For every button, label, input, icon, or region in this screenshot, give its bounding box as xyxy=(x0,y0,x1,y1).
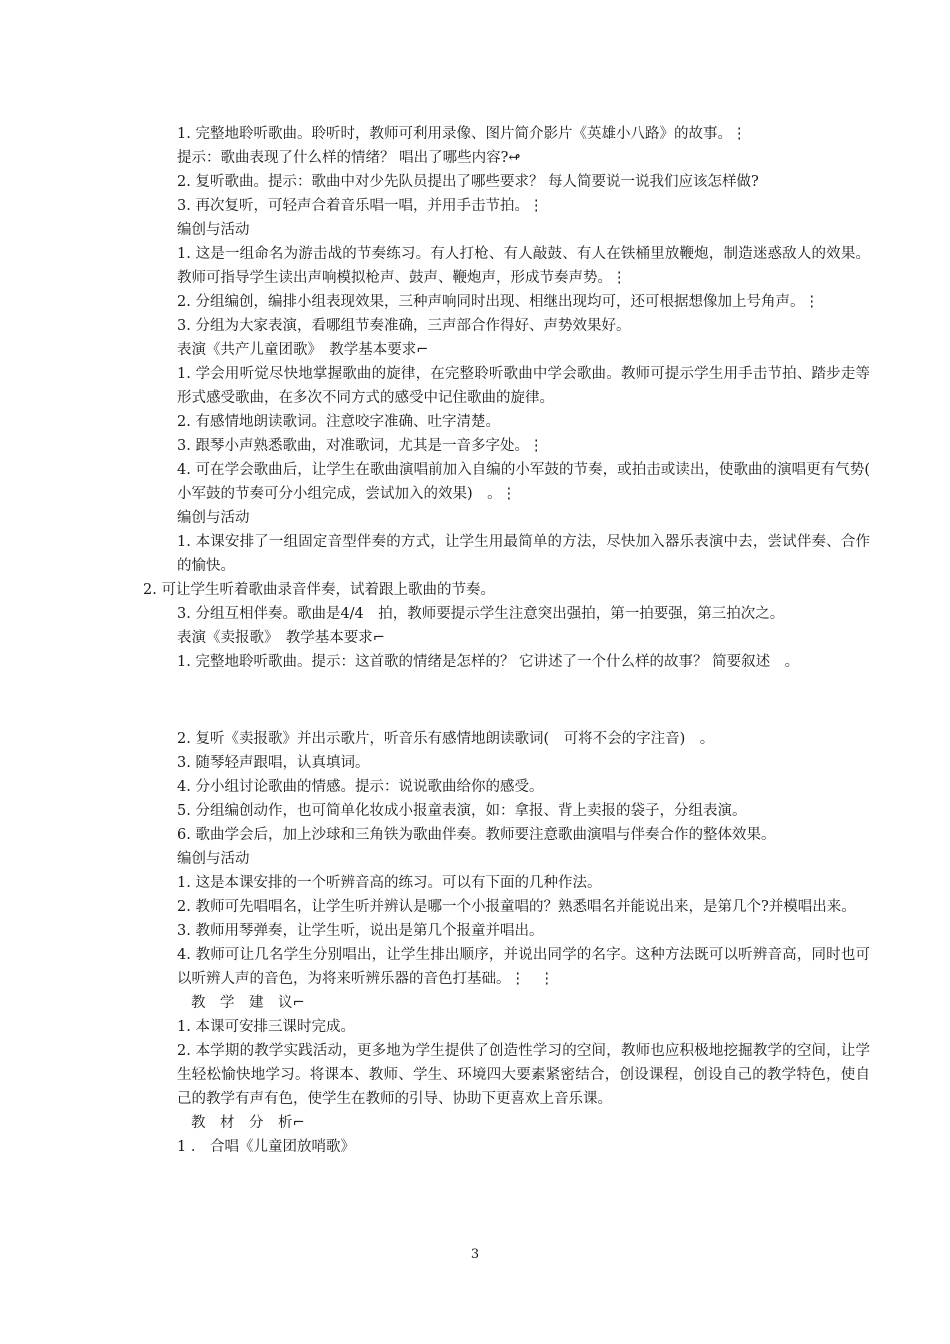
paragraph-line: 教 材 分 析⌐ xyxy=(191,1115,305,1131)
paragraph-line: 2. 本学期的教学实践活动，更多地为学生提供了创造性学习的空间，教师也应积极地挖掘教学的空间，让学生轻松愉快地学习。将课本、教师、学生、环境四大要素紧密结合，创设课程，创设自己的教学特色，使自己的教学有声有色，使学生在教师的引导、协助下更喜欢上音乐课。 xyxy=(177,1043,870,1107)
paragraph-line: 1. 这是一组命名为游击战的节奏练习。有人打枪、有人敲鼓、有人在铁桶里放鞭炮，制造迷惑敌人的效果。教师可指导学生读出声响模拟枪声、鼓声、鞭炮声，形成节奏声势。⋮ xyxy=(177,246,870,286)
paragraph-line: 5. 分组编创动作，也可简单化妆成小报童表演，如：拿报、背上卖报的袋子，分组表演。 xyxy=(177,803,747,819)
paragraph-line: 1. 完整地聆听歌曲。提示：这首歌的情绪是怎样的？ 它讲述了一个什么样的故事？ 简要叙述 。 xyxy=(177,654,800,670)
blank-line xyxy=(145,689,870,713)
paragraph-line: 4. 分小组讨论歌曲的情感。提示：说说歌曲给你的感受。 xyxy=(177,779,544,795)
paragraph-line: 3. 随琴轻声跟唱，认真填词。 xyxy=(177,755,370,771)
paragraph-line: 编创与活动 xyxy=(177,222,250,238)
paragraph-line: 2. 教师可先唱唱名，让学生听并辨认是哪一个小报童唱的？熟悉唱名并能说出来，是第几个?并模唱出来。 xyxy=(177,899,856,915)
paragraph-line: 表演《卖报歌》 教学基本要求⌐ xyxy=(177,630,385,646)
paragraph-line: 1. 完整地聆听歌曲。聆听时，教师可利用录像、图片简介影片《英雄小八路》的故事。⋮ xyxy=(177,126,747,142)
paragraph-line: 表演《共产儿童团歌》 教学基本要求⌐ xyxy=(177,342,429,358)
paragraph-line: 4. 可在学会歌曲后，让学生在歌曲演唱前加入自编的小军鼓的节奏，或拍击或读出，使歌曲的演唱更有气势( 小军鼓的节奏可分小组完成，尝试加入的效果) 。⋮ xyxy=(177,462,885,502)
paragraph-line: 4. 教师可让几名学生分别唱出，让学生排出顺序，并说出同学的名字。这种方法既可以听辨音高，同时也可以听辨人声的音色，为将来听辨乐器的音色打基础。⋮ ⋮ xyxy=(177,947,870,987)
paragraph-line: 2. 可让学生听着歌曲录音伴奏，试着跟上歌曲的节奏。 xyxy=(143,582,495,598)
paragraph-line: 3. 再次复听，可轻声合着音乐唱一唱，并用手击节拍。⋮ xyxy=(177,198,544,214)
paragraph-line: 1. 本课安排了一组固定音型伴奏的方式，让学生用最简单的方法，尽快加入器乐表演中去，尝试伴奏、合作的愉快。 xyxy=(177,534,870,574)
paragraph-line: 2. 复听《卖报歌》并出示歌片，听音乐有感情地朗读歌词( 可将不会的字注音) 。 xyxy=(177,731,715,747)
paragraph-line: 1. 学会用听觉尽快地掌握歌曲的旋律，在完整聆听歌曲中学会歌曲。教师可提示学生用手击节拍、踏步走等形式感受歌曲，在多次不同方式的感受中记住歌曲的旋律。 xyxy=(177,366,870,406)
paragraph-line: 3. 跟琴小声熟悉歌曲，对准歌词，尤其是一音多字处。⋮ xyxy=(177,438,544,454)
paragraph-line: 6. 歌曲学会后，加上沙球和三角铁为歌曲伴奏。教师要注意歌曲演唱与伴奏合作的整体效果。 xyxy=(177,827,776,843)
paragraph-line: 编创与活动 xyxy=(177,851,250,867)
paragraph-line: 1. 这是本课安排的一个听辨音高的练习。可以有下面的几种作法。 xyxy=(177,875,602,891)
paragraph-line: 3. 分组为大家表演，看哪组节奏准确，三声部合作得好、声势效果好。 xyxy=(177,318,631,334)
paragraph-line: 2. 复听歌曲。提示：歌曲中对少先队员提出了哪些要求？ 每人简要说一说我们应该怎样做? xyxy=(177,174,759,190)
paragraph-line: 1. 本课可安排三课时完成。 xyxy=(177,1019,355,1035)
paragraph-line: 教 学 建 议⌐ xyxy=(191,995,305,1011)
paragraph-line: 3. 教师用琴弹奏，让学生听，说出是第几个报童并唱出。 xyxy=(177,923,544,939)
page-number: 3 xyxy=(470,1247,480,1262)
paragraph-line: 1 ． 合唱《儿童团放哨歌》 xyxy=(177,1139,355,1155)
paragraph-line: 2. 分组编创，编排小组表现效果，三种声响同时出现、相继出现均可，还可根据想像加上号角声。⋮ xyxy=(177,294,819,310)
paragraph-line: 提示：歌曲表现了什么样的情绪？ 唱出了哪些内容?↫ xyxy=(177,150,521,166)
body-text xyxy=(143,122,885,1159)
paragraph-line: 3. 分组互相伴奏。歌曲是4/4 拍，教师要提示学生注意突出强拍，第一拍要强，第三拍次之。 xyxy=(177,606,785,622)
paragraph-line: 编创与活动 xyxy=(177,510,250,526)
paragraph-line: 2. 有感情地朗读歌词。注意咬字准确、吐字清楚。 xyxy=(177,414,500,430)
